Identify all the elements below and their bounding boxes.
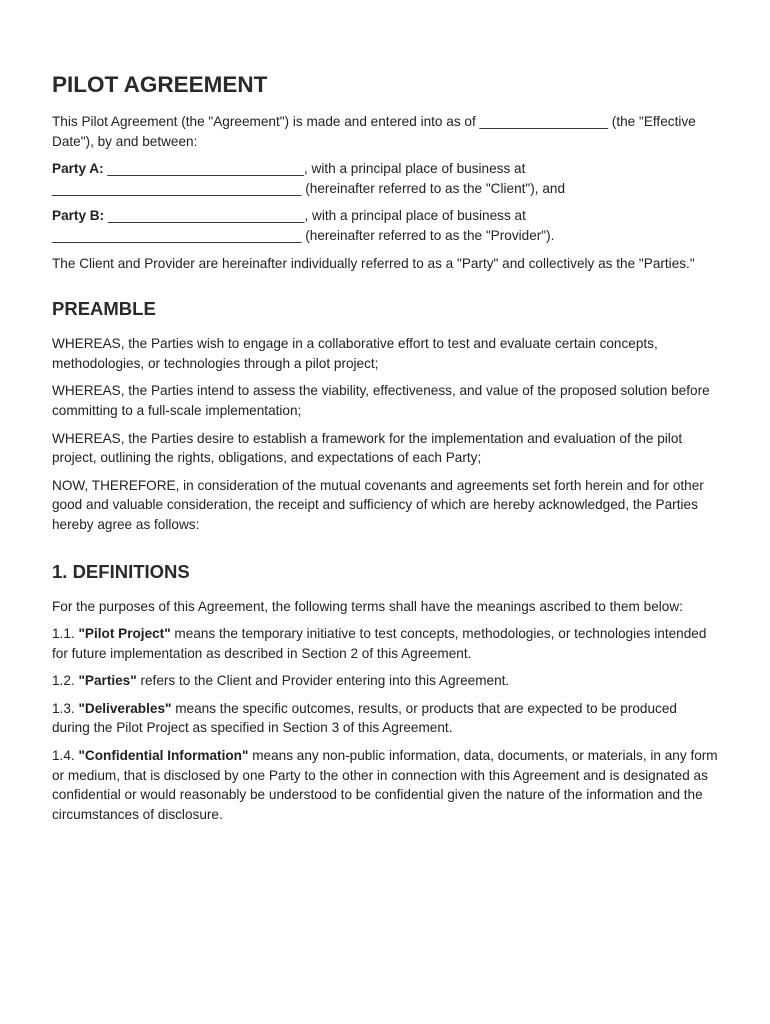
party-b-label: Party B: — [52, 208, 105, 224]
definitions-heading: 1. DEFINITIONS — [52, 560, 190, 582]
definition-term: "Confidential Information" — [78, 748, 249, 764]
definition-number: 1.3. — [52, 700, 79, 716]
definition-item-1 — [52, 624, 718, 663]
party-a-label: Party A: — [52, 161, 104, 177]
definition-term: "Deliverables" — [78, 700, 172, 716]
definition-text: means any non-public information, data, documents, or materials, in any form or medium, that is disclosed by one Party to the other in connection with this Agreement and is designated as confidential or would reasonably be understood to be confidential given the nature of the information and the circumstances of disclosure. — [52, 748, 718, 822]
preamble-paragraph-2: WHEREAS, the Parties intend to assess the viability, effectiveness, and value of the proposed solution before committing to a full-scale implementation; — [52, 383, 710, 418]
definition-text: means the specific outcomes, results, or products that are expected to be produced during the Pilot Project as specified in Section 3 of this Agreement. — [52, 700, 677, 736]
definition-number: 1.1. — [52, 626, 79, 642]
parties-note: The Client and Provider are hereinafter individually referred to as a "Party" and collectively as the "Parties." — [52, 255, 695, 271]
preamble-paragraph-3: WHEREAS, the Parties desire to establish a framework for the implementation and evaluation of the pilot project, outlining the rights, obligations, and expectations of each Party; — [52, 430, 683, 466]
definition-number: 1.4. — [52, 748, 79, 764]
definition-item-4 — [52, 746, 718, 824]
definition-text: means the temporary initiative to test concepts, methodologies, or technologies intended for future implementation as described in Section 2 of this Agreement. — [52, 626, 707, 661]
definition-text: refers to the Client and Provider entering into this Agreement. — [136, 673, 510, 689]
definition-item-3 — [52, 699, 718, 738]
party-a-text: __________________________, with a principal place of business at _________________________________ (hereinafter referred to as the "Client"), and — [52, 161, 566, 196]
party-b-text: __________________________, with a principal place of business at _________________________________ (hereinafter referred to as the "Provider"). — [52, 208, 555, 243]
preamble-paragraph-1: WHEREAS, the Parties wish to engage in a collaborative effort to test and evaluate certain concepts, methodologies, or technologies through a pilot project; — [52, 336, 658, 371]
document-title: PILOT AGREEMENT — [52, 72, 268, 97]
definition-term: "Pilot Project" — [78, 626, 171, 642]
party-a-paragraph — [52, 159, 718, 198]
intro-paragraph: This Pilot Agreement (the "Agreement") is made and entered into as of _________________ (the "Effective Date"), by and between: — [52, 114, 696, 149]
definition-item-2 — [52, 671, 718, 691]
definition-number: 1.2. — [52, 673, 79, 689]
preamble-paragraph-4: NOW, THEREFORE, in consideration of the mutual covenants and agreements set forth herein and for other good and valuable consideration, the receipt and sufficiency of which are hereby acknowledged, the Parties hereby agree as follows: — [52, 477, 704, 532]
definition-term: "Parties" — [78, 673, 137, 689]
definitions-intro: For the purposes of this Agreement, the following terms shall have the meanings ascribed to them below: — [52, 598, 683, 614]
party-b-paragraph — [52, 206, 718, 245]
preamble-heading: PREAMBLE — [52, 298, 156, 320]
